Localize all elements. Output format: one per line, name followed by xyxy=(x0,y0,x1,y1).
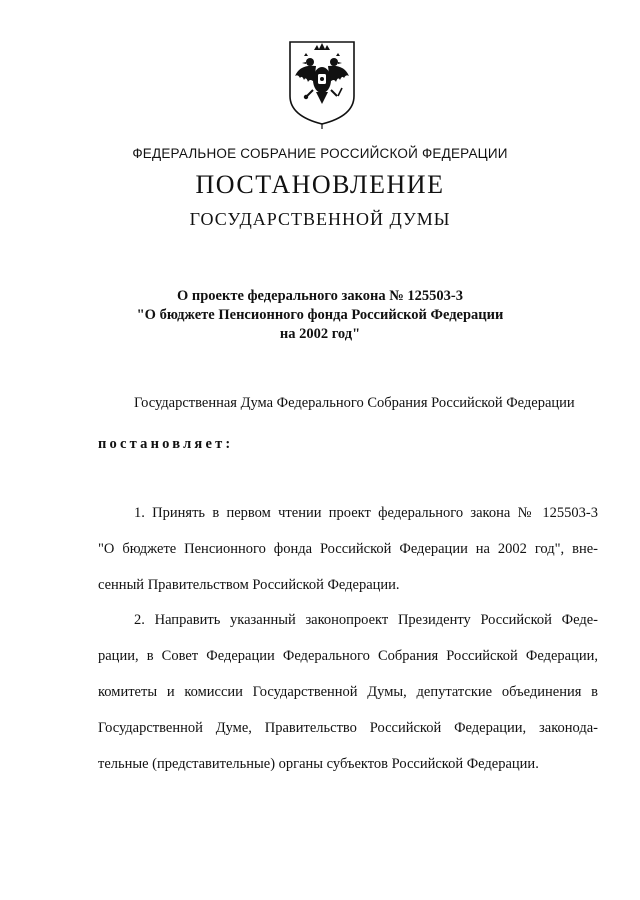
paragraph-line: 1. Принять в первом чтении проект федерального закона № 125503-3 xyxy=(134,505,598,521)
subject-line: О проекте федерального закона № 125503-3 xyxy=(176,288,464,304)
issuer-title: ГОСУДАРСТВЕННОЙ ДУМЫ xyxy=(189,209,451,229)
paragraph-line: "О бюджете Пенсионного фонда Российской Федерации на 2002 год", вне- xyxy=(98,541,598,557)
paragraph-line: Государственной Думе, Правительство Российской Федерации, законода- xyxy=(98,720,598,736)
subject-line: на 2002 год" xyxy=(279,326,361,342)
paragraph-line: рации, в Совет Федерации Федерального Собрания Российской Федерации, xyxy=(98,648,598,664)
decree-word: постановляет: xyxy=(98,436,234,452)
paragraph-line: тельные (представительные) органы субъектов Российской Федерации. xyxy=(98,756,539,772)
document-type-title: ПОСТАНОВЛЕНИЕ xyxy=(195,170,445,199)
paragraph-line: комитеты и комиссии Государственной Думы, депутатские объединения в xyxy=(98,684,598,700)
organization-name: ФЕДЕРАЛЬНОЕ СОБРАНИЕ РОССИЙСКОЙ ФЕДЕРАЦИИ xyxy=(132,146,508,161)
subject-line: "О бюджете Пенсионного фонда Российской Федерации xyxy=(136,307,504,323)
paragraph-line: сенный Правительством Российской Федерации. xyxy=(98,577,400,593)
paragraph-line: 2. Направить указанный законопроект Президенту Российской Феде- xyxy=(134,612,598,628)
preamble-text: Государственная Дума Федерального Собрания Российской Федерации xyxy=(134,395,575,411)
coat-of-arms-emblem-icon xyxy=(286,38,358,130)
document-subject xyxy=(0,287,640,344)
